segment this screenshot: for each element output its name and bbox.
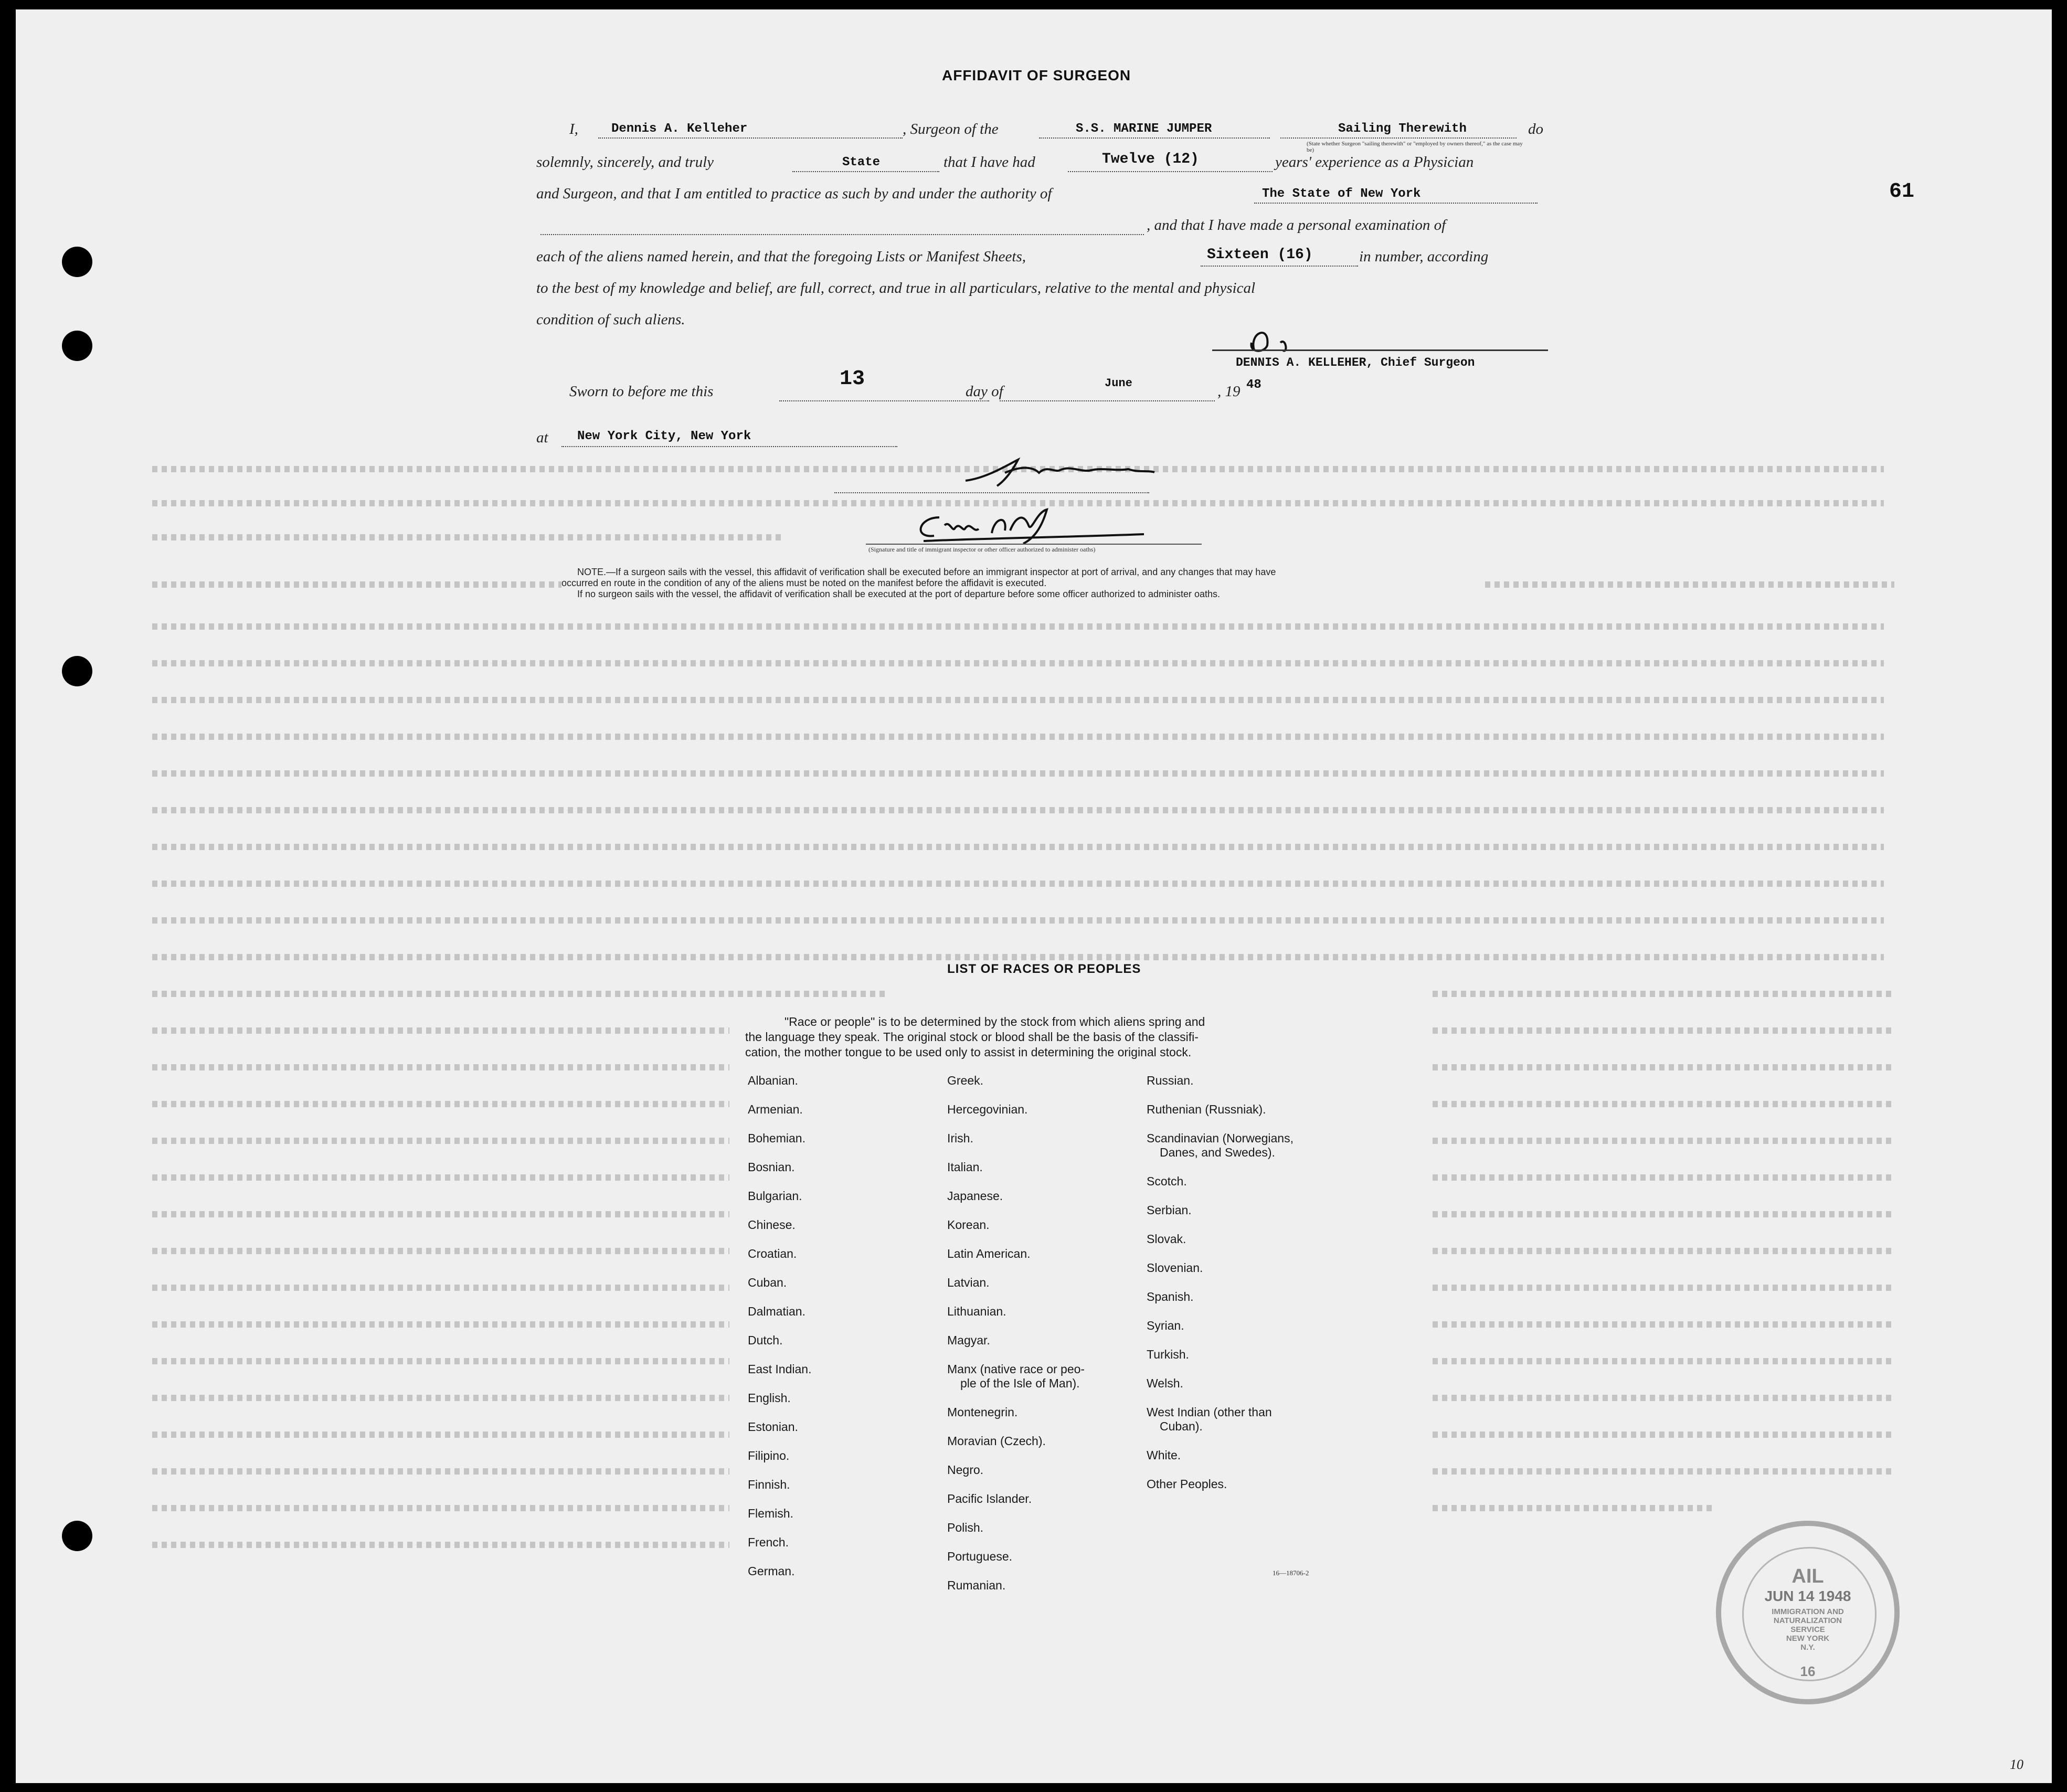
affidavit-heading: AFFIDAVIT OF SURGEON <box>942 67 1131 83</box>
officer-caption: (Signature and title of immigrant inspector or other officer authorized to administer oaths) <box>868 546 1096 553</box>
affidavit-note-line2: occurred en route in the condition of any of the aliens must be noted on the manifest before the affidavit is executed. <box>561 578 1047 588</box>
list-item: Estonian. <box>748 1420 798 1434</box>
list-item: Syrian. <box>1147 1319 1184 1332</box>
licensing-authority: The State of New York <box>1262 187 1421 201</box>
races-intro-line1: "Race or people" is to be determined by the stock from which aliens spring and <box>785 1015 1205 1028</box>
affidavit-text: solemnly, sincerely, and truly <box>536 154 714 171</box>
years-experience: Twelve (12) <box>1102 151 1199 167</box>
list-item: Magyar. <box>947 1333 990 1347</box>
list-item: White. <box>1147 1448 1181 1462</box>
affidavit-text: Sworn to before me this <box>569 383 714 400</box>
list-item: West Indian (other than <box>1147 1405 1272 1419</box>
sworn-month: June <box>1105 377 1132 390</box>
list-item: Greek. <box>947 1074 984 1087</box>
list-item: Chinese. <box>748 1218 796 1232</box>
affidavit-text: to the best of my knowledge and belief, are full, correct, and true in all particulars, relative to the mental and physical <box>536 280 1256 296</box>
affidavit-text: do <box>1528 121 1543 137</box>
list-item: Dutch. <box>748 1333 783 1347</box>
surgeon-name: Dennis A. Kelleher <box>611 122 748 136</box>
affidavit-text: and Surgeon, and that I am entitled to practice as such by and under the authority of <box>536 185 1052 202</box>
list-item: Hercegovinian. <box>947 1102 1028 1116</box>
affidavit-note-line1: NOTE.—If a surgeon sails with the vessel, this affidavit of verification shall be executed before an immigrant inspector at port of arrival, and any changes that may have <box>577 567 1276 577</box>
list-item: Korean. <box>947 1218 990 1232</box>
races-heading: LIST OF RACES OR PEOPLES <box>947 962 1141 976</box>
list-item: Croatian. <box>748 1247 797 1260</box>
list-item: Manx (native race or peo- <box>947 1362 1085 1376</box>
list-item: Bulgarian. <box>748 1189 802 1203</box>
list-item: Danes, and Swedes). <box>1160 1146 1275 1159</box>
affidavit-text: day of <box>966 383 1003 400</box>
races-intro-line2: the language they speak. The original stock or blood shall be the basis of the classifi- <box>745 1030 1199 1044</box>
stamp-text: NEW YORK <box>1786 1634 1830 1643</box>
list-item: Latin American. <box>947 1247 1031 1260</box>
list-item: Flemish. <box>748 1507 793 1520</box>
list-item: Welsh. <box>1147 1376 1183 1390</box>
list-item: Japanese. <box>947 1189 1003 1203</box>
list-item: Cuban. <box>748 1276 787 1289</box>
list-item: Filipino. <box>748 1449 790 1462</box>
sworn-year: 48 <box>1246 378 1262 392</box>
list-item: Turkish. <box>1147 1348 1189 1361</box>
affidavit-text: in number, according <box>1359 248 1489 265</box>
list-item: Scandinavian (Norwegians, <box>1147 1131 1294 1145</box>
affidavit-text: , 19 <box>1217 383 1241 400</box>
list-item: Spanish. <box>1147 1290 1194 1303</box>
stamp-text: SERVICE <box>1790 1625 1825 1634</box>
list-item: English. <box>748 1391 791 1405</box>
corner-mark: 10 <box>2010 1757 2023 1772</box>
inspector-signature <box>955 449 1175 491</box>
list-item: Montenegrin. <box>947 1405 1018 1419</box>
binder-hole <box>62 1521 92 1551</box>
affidavit-text: I, <box>569 121 578 137</box>
affidavit-text: condition of such aliens. <box>536 311 685 328</box>
stamp-text: N.Y. <box>1800 1643 1815 1652</box>
list-item: Latvian. <box>947 1276 990 1289</box>
list-item: French. <box>748 1535 789 1549</box>
binder-hole <box>62 656 92 686</box>
list-item: Armenian. <box>748 1102 803 1116</box>
list-item: East Indian. <box>748 1362 812 1376</box>
list-item: Cuban). <box>1160 1419 1203 1433</box>
list-item: Pacific Islander. <box>947 1492 1032 1505</box>
list-item: Bohemian. <box>748 1131 805 1145</box>
surgeon-signature-caption: DENNIS A. KELLEHER, Chief Surgeon <box>1236 356 1475 369</box>
binder-hole <box>62 247 92 277</box>
manifest-sheet <box>16 9 2052 1783</box>
affidavit-text: at <box>536 429 548 446</box>
surgeon-sailing-status: Sailing Therewith <box>1338 122 1467 136</box>
stamp-text: AIL <box>1792 1565 1824 1587</box>
list-item: Other Peoples. <box>1147 1477 1227 1491</box>
list-item: Portuguese. <box>947 1550 1013 1563</box>
sworn-place: New York City, New York <box>577 429 751 443</box>
stamp-text: 16 <box>1800 1663 1816 1679</box>
list-item: Ruthenian (Russniak). <box>1147 1102 1266 1116</box>
affidavit-text: , Surgeon of the <box>903 121 999 137</box>
list-item: ple of the Isle of Man). <box>960 1376 1080 1390</box>
list-item: Dalmatian. <box>748 1305 805 1318</box>
list-item: Polish. <box>947 1521 984 1534</box>
list-item: Serbian. <box>1147 1203 1192 1217</box>
affidavit-note-line3: If no surgeon sails with the vessel, the affidavit of verification shall be executed at the port of departure before some officer authorized to administer oaths. <box>577 589 1221 599</box>
officer-signature <box>903 502 1154 549</box>
binder-hole <box>62 331 92 361</box>
list-item: Russian. <box>1147 1074 1194 1087</box>
list-item: Slovenian. <box>1147 1261 1203 1275</box>
list-item: Moravian (Czech). <box>947 1434 1046 1448</box>
affidavit-text: , and that I have made a personal examination of <box>1147 217 1446 234</box>
stamp-text: NATURALIZATION <box>1773 1616 1842 1625</box>
affidavit-text: that I have had <box>944 154 1035 171</box>
page-number: 61 <box>1889 180 1915 204</box>
list-item: Bosnian. <box>748 1160 795 1174</box>
sheets-count: Sixteen (16) <box>1207 247 1313 263</box>
immigration-receipt-stamp <box>1716 1521 1900 1704</box>
stamp-date: JUN 14 1948 <box>1764 1588 1851 1604</box>
list-item: Lithuanian. <box>947 1305 1006 1318</box>
vessel-name: S.S. MARINE JUMPER <box>1076 122 1212 136</box>
list-item: Rumanian. <box>947 1578 1006 1592</box>
list-item: Irish. <box>947 1131 973 1145</box>
list-item: Slovak. <box>1147 1232 1186 1246</box>
list-item: Finnish. <box>748 1478 790 1491</box>
list-item: Albanian. <box>748 1074 798 1087</box>
stamp-text: IMMIGRATION AND <box>1772 1607 1844 1616</box>
form-number: 16—18706-2 <box>1273 1569 1309 1577</box>
races-intro-line3: cation, the mother tongue to be used only to assist in determining the original stock. <box>745 1045 1192 1059</box>
list-item: German. <box>748 1564 795 1578</box>
list-item: Scotch. <box>1147 1174 1187 1188</box>
affidavit-text: each of the aliens named herein, and that the foregoing Lists or Manifest Sheets, <box>536 248 1026 265</box>
sworn-day: 13 <box>840 367 865 391</box>
list-item: Italian. <box>947 1160 983 1174</box>
list-item: Negro. <box>947 1463 984 1477</box>
oath-word: State <box>842 155 881 169</box>
sailing-note: (State whether Surgeon "sailing therewith" or "employed by owners thereof," as the case may be) <box>1307 141 1523 153</box>
affidavit-text: years' experience as a Physician <box>1275 154 1474 171</box>
